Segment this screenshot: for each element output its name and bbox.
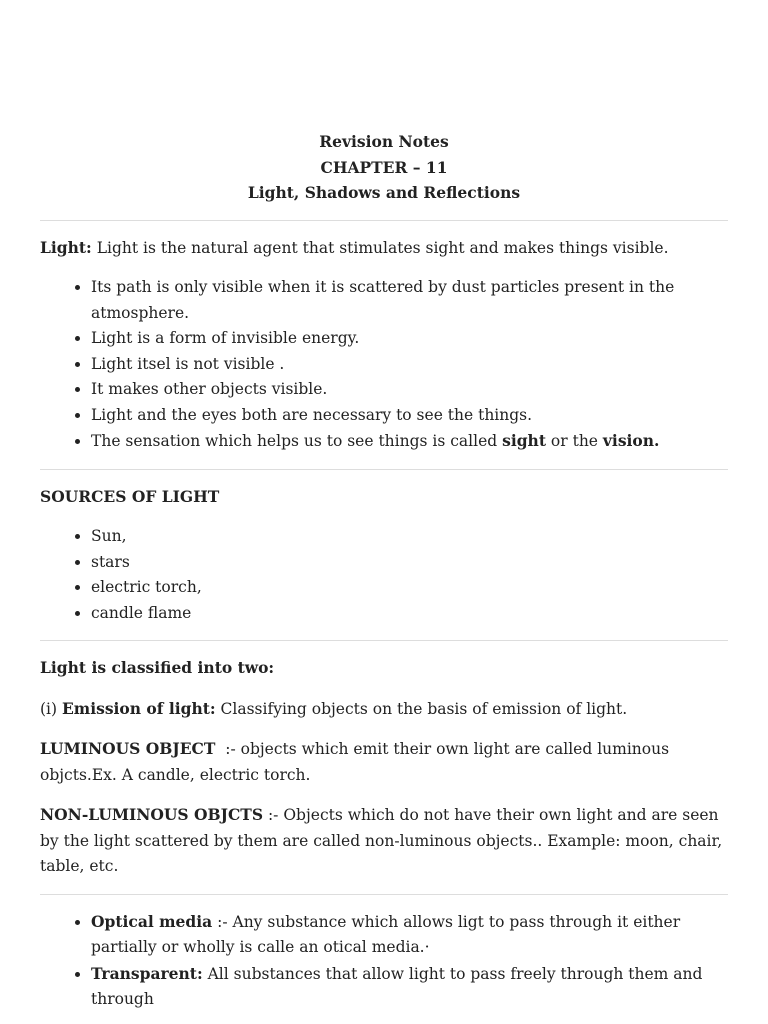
document-page [40, 129, 728, 1013]
sources-heading [40, 484, 728, 511]
classification-heading [40, 655, 728, 682]
luminous-text: :- objects which emit their own light are called luminous objcts.Ex. A candle, electric torch. [40, 740, 674, 784]
divider [40, 894, 728, 895]
list-item [91, 428, 728, 455]
list-item: • It makes other objects visible. [91, 377, 728, 403]
list-item: • Light is a form of invisible energy. [91, 326, 728, 352]
divider [40, 220, 728, 221]
list-item: • electric torch, [91, 575, 728, 601]
list-item: • Light itsel is not visible . [91, 352, 728, 378]
light-term: Light: [40, 237, 92, 257]
list-item: • candle flame [91, 601, 728, 627]
chapter-number: CHAPTER – 11 [320, 157, 448, 177]
luminous-term: LUMINOUS OBJECT [40, 739, 216, 758]
list-item: • stars [91, 550, 728, 576]
optical-media-term: Optical media [91, 911, 213, 931]
transparent-term: Transparent: [91, 963, 203, 983]
list-item [91, 961, 728, 1013]
sensation-text: The sensation which helps us to see things is called [91, 432, 503, 450]
doc-title: Revision Notes [319, 132, 449, 151]
sensation-mid: or the [546, 432, 603, 450]
emission-prefix: (i) [40, 699, 62, 718]
sources-list [40, 524, 728, 626]
sight-term: sight [502, 431, 546, 450]
non-luminous-term: NON-LUMINOUS OBJCTS [40, 805, 264, 824]
chapter-title: Light, Shadows and Reflections [247, 183, 521, 202]
list-item [91, 909, 728, 961]
light-definition [40, 235, 728, 262]
divider [40, 469, 728, 470]
light-definition-text: Light is the natural agent that stimulates sight and makes things visible. [91, 238, 669, 257]
luminous-paragraph [40, 736, 728, 788]
emission-term: Emission of light: [61, 698, 216, 718]
transparent-text: All substances that allow light to pass freely through them and through [91, 964, 703, 1008]
non-luminous-text: :- Objects which do not have their own light and are seen by the light scattered by them are called non-luminous objects.. Example: moon, chair, table, etc. [40, 806, 723, 875]
non-luminous-paragraph [40, 802, 728, 880]
sources-heading-text: SOURCES OF LIGHT [40, 486, 220, 506]
light-facts-list [40, 275, 728, 455]
list-item: • Light and the eyes both are necessary to see the things. [91, 403, 728, 429]
list-item: • Its path is only visible when it is scattered by dust particles present in the atmosphere. [91, 275, 728, 326]
list-item: • Sun, [91, 524, 728, 550]
divider [40, 640, 728, 641]
classification-heading-text: Light is classified into two: [40, 658, 275, 677]
media-list [40, 909, 728, 1013]
emission-text: Classifying objects on the basis of emission of light. [215, 699, 628, 718]
optical-media-text: :- Any substance which allows ligt to pass through it either partially or wholly is calle an otical media.· [91, 912, 681, 956]
emission-paragraph [40, 696, 728, 723]
vision-term: vision. [602, 431, 660, 450]
